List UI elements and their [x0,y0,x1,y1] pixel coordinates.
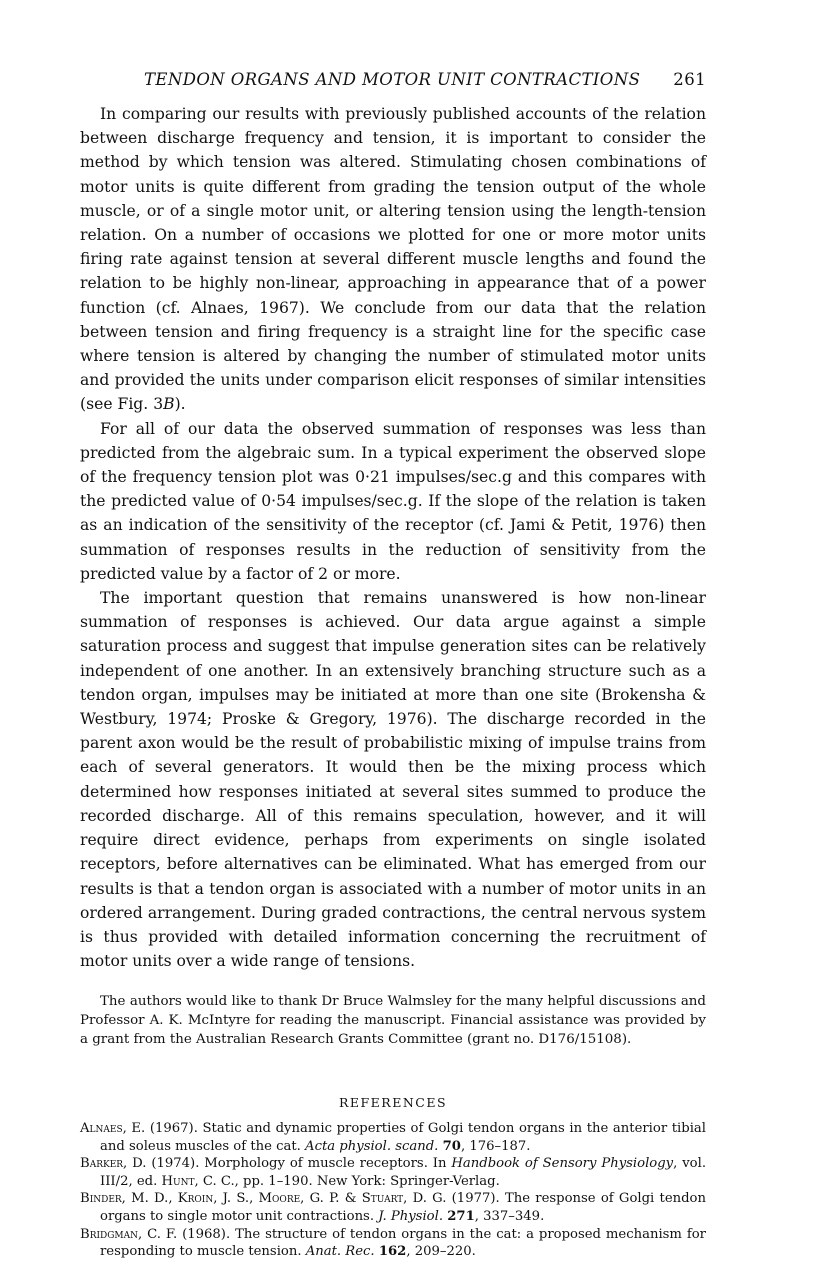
reference-pages: , 176–187. [460,1138,531,1154]
running-title: TENDON ORGANS AND MOTOR UNIT CONTRACTIONS [144,70,641,89]
reference-pages: , 337–349. [474,1209,545,1225]
paragraph-1-end: ). [174,395,186,414]
reference-item [80,1190,706,1225]
reference-pages: , 209–220. [406,1244,476,1260]
reference-volume: 162 [378,1244,407,1260]
reference-journal: J. Physiol. [378,1209,444,1225]
reference-item [80,1155,706,1190]
reference-authors: Barker, D. [80,1156,147,1172]
paragraph-1 [80,102,706,417]
reference-volume: 70 [442,1138,461,1154]
discussion-text [80,102,706,973]
references-heading: REFERENCES [338,1095,448,1111]
reference-text: (1977). The response of Golgi tendon organs to single motor unit contractions. [100,1191,706,1225]
paragraph-3: The important question that remains unanswered is how non-linear summation of responses is achieved. Our data argue against a simple saturation process and suggest that impulse generation sites can be relatively independent of one another. In an extensively branching structure such as a tendon organ, impulses may be initiated at more than one site (Brokensha & Westbury, 1974; Proske & Gregory, 1976). The discharge recorded in the parent axon would be the result of probabilistic mixing of impulse trains from each of several generators. It would then be the mixing process which determined how responses initiated at several sites summed to produce the recorded discharge. All of this remains speculation, however, and it will require direct evidence, perhaps from experiments on single isolated receptors, before alternatives can be eliminated. What has emerged from our results is that a tendon organ is associated with a number of motor units in an ordered arrangement. During graded contractions, the central nervous system is thus provided with detailed information concerning the recruitment of motor units over a wide range of tensions. [80,589,706,971]
paragraph-2: For all of our data the observed summation of responses was less than predicted from the algebraic sum. In a typical experiment the observed slope of the frequency tension plot was 0·21 impulses/sec.g and this compares with the predicted value of 0·54 impulses/sec.g. If the slope of the relation is taken as an indication of the sensitivity of the receptor (cf. Jami & Petit, 1976) then summation of responses results in the reduction of sensitivity from the predicted value by a factor of 2 or more. [80,419,706,583]
acknowledgement: The authors would like to thank Dr Bruce Walmsley for the many helpful discussions and Professor A. K. McIntyre for reading the manuscript. Financial assistance was provided by a grant from the Australian Research Grants Committee (grant no. D176/15108). [80,994,706,1047]
reference-item [80,1120,706,1155]
reference-editor: Hunt [161,1173,195,1189]
references-list [80,1120,706,1261]
reference-text: (1968). The structure of tendon organs in the cat: a proposed mechanism for responding to muscle tension. [100,1226,706,1260]
paragraph-1-text: In comparing our results with previously published accounts of the relation between discharge frequency and tension, it is important to consider the method by which tension was altered. Stimulating chosen combinations of motor units is quite different from grading the tension output of the whole muscle, or of a single motor unit, or altering tension using the length-tension relation. On a number of occasions we plotted for one or more motor units firing rate against tension at several different muscle lengths and found the relation to be highly non-linear, approaching in appearance that of a power function (cf. Alnaes, 1967). We conclude from our data that the relation between tension and firing frequency is a straight line for the specific case where tension is altered by changing the number of stimulated motor units and provided the units under comparison elicit responses of similar intensities (see Fig. 3 [80,105,706,414]
reference-text: (1974). Morphology of muscle receptors. In [146,1156,452,1172]
journal-page [80,70,706,1261]
reference-text: , vol. III/2, ed. [100,1156,707,1189]
reference-volume: 271 [447,1209,475,1225]
reference-journal: Handbook of Sensory Physiology [451,1156,674,1172]
reference-item [80,1226,706,1261]
reference-journal: Anat. Rec. [305,1244,375,1260]
reference-authors: Alnaes, E. [80,1121,146,1137]
reference-text: (1967). Static and dynamic properties of Golgi tendon organs in the anterior tibial and soleus muscles of the cat. [100,1121,707,1154]
page-header [80,70,706,94]
reference-journal: Acta physiol. scand. [305,1138,439,1154]
reference-authors: Binder, M. D., Kroin, J. S., Moore, G. P. & Stuart, D. G. [80,1191,447,1207]
page-number: 261 [673,70,706,89]
figure-panel-ref: B [163,395,175,414]
reference-pages: , C. C., pp. 1–190. New York: Springer-Verlag. [194,1173,500,1189]
reference-authors: Bridgman, C. F. [80,1226,178,1242]
